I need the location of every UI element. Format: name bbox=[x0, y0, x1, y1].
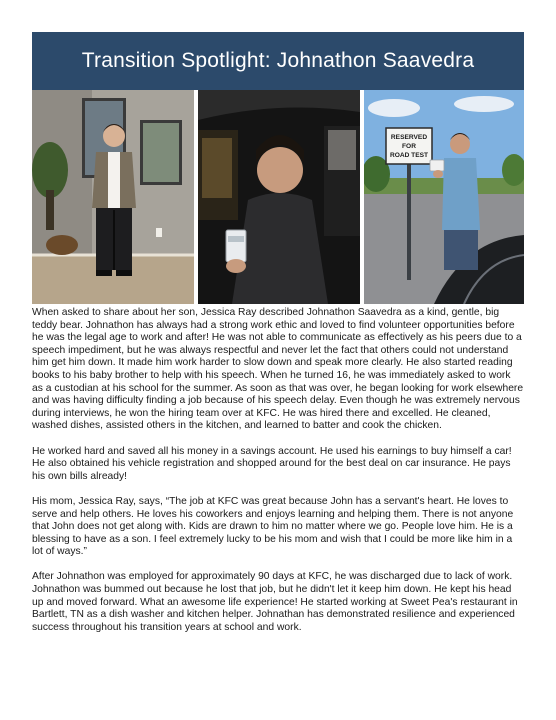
article-paragraph: When asked to share about her son, Jessica Ray described Johnathon Saavedra as a kind, gentle, big teddy bear. Johnathon has always had a strong work ethic and loved to find volunteer opportunities before he was the legal age to work and after! He was not able to communicate as effectively as his peers due to a speech impediment, but he was always respectful and never let the fact that others could not understand him get him down. It made him work harder to slow down and speak more clearly. He also started reading books to his baby brother to help with his speech. When he turned 16, he was immediately asked to work as a custodian at his school for the summer. As soon as that was over, he began looking for work elsewhere and was having difficulty finding a job because of his speech delay. Even though he was extremely nervous during interviews, he won the hiring team over at KFC. He was hired there and excelled. He cleaned, washed dishes, assisted others in the kitchen, and learned to batter and cook the chicken. bbox=[32, 307, 524, 432]
article-paragraph: He worked hard and saved all his money in a savings account. He used his earnings to buy himself a car! He also obtained his vehicle registration and shopped around for the best deal on car insurance. He pays his own bills already! bbox=[32, 445, 512, 482]
portrait-photo bbox=[32, 90, 194, 304]
page-title: Transition Spotlight: Johnathon Saavedra bbox=[81, 49, 475, 72]
sign-text-line-2: FOR bbox=[402, 143, 416, 150]
photo-strip bbox=[32, 90, 524, 304]
car-selfie-photo bbox=[198, 90, 360, 304]
sign-text-line-3: ROAD TEST bbox=[389, 152, 429, 159]
sign-text-line-1: RESERVED bbox=[390, 134, 428, 141]
road-test-photo bbox=[364, 90, 524, 304]
title-banner bbox=[32, 32, 524, 90]
article-body bbox=[32, 307, 524, 647]
article-paragraph: His mom, Jessica Ray, says, “The job at KFC was great because John has a servant's heart. He loves to serve and help others. He loves his coworkers and enjoys learning and helping them. There is not anyone that John does not get along with. Kids are drawn to him no matter where we go. People love him. He is a blessing to have as a son. I feel extremely lucky to be his mom and wish that I could be more like him in a lot of ways.” bbox=[32, 495, 514, 558]
article-paragraph: After Johnathon was employed for approximately 90 days at KFC, he was discharged due to lack of work. Johnathon was bummed out because he lost that job, but he didn't let it keep him down. He kept his head up and moved forward. What an awesome life experience! He started working at Sweet Pea's restaurant in Bartlett, TN as a dish washer and kitchen helper. Johnathan has demonstrated resilience and experienced success throughout his transition years at school and work. bbox=[32, 571, 518, 633]
